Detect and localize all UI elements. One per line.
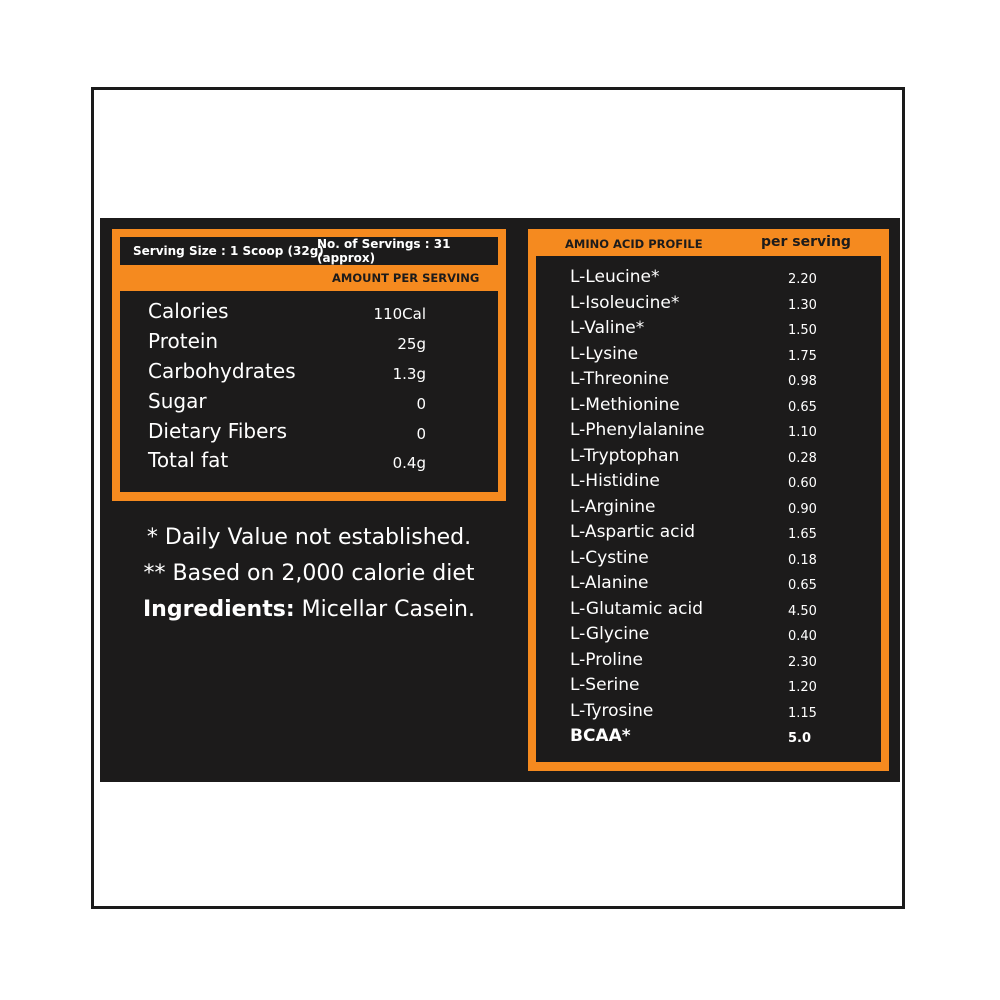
amount-per-serving-header: AMOUNT PER SERVING xyxy=(332,271,480,285)
amino-name: L-Tyrosine xyxy=(570,700,654,721)
amino-name: L-Glutamic acid xyxy=(570,598,703,619)
nutrient-name: Sugar xyxy=(148,389,207,413)
nutrition-row xyxy=(120,299,498,329)
amino-row xyxy=(536,573,881,598)
amino-name: L-Valine* xyxy=(570,318,645,338)
nutrient-value: 0 xyxy=(416,425,426,443)
serving-bar xyxy=(120,237,498,265)
amino-name: L-Lysine xyxy=(570,343,639,364)
nutrient-value: 25g xyxy=(397,335,426,353)
nutrient-name: Carbohydrates xyxy=(148,359,296,383)
amino-row xyxy=(536,726,881,751)
nutrition-row xyxy=(120,419,498,449)
amino-value: 0.60 xyxy=(788,476,817,491)
amino-value: 2.30 xyxy=(788,654,817,670)
amino-title: AMINO ACID PROFILE xyxy=(565,237,703,251)
amino-name: L-Alanine xyxy=(570,573,649,593)
amino-row xyxy=(536,548,881,573)
amino-name: L-Cystine xyxy=(570,547,649,568)
amino-header xyxy=(528,229,889,255)
amino-value: 1.10 xyxy=(788,425,817,440)
amino-row xyxy=(536,293,881,318)
ingredients-line xyxy=(112,592,506,628)
amino-row xyxy=(536,675,881,700)
amino-name: L-Glycine xyxy=(570,624,650,644)
amino-acid-box xyxy=(528,229,889,771)
amino-value: 1.65 xyxy=(788,527,817,542)
amino-row xyxy=(536,497,881,522)
amino-value: 0.65 xyxy=(788,399,817,415)
amino-row xyxy=(536,318,881,343)
amino-row xyxy=(536,522,881,547)
number-of-servings: No. of Servings : 31 (approx) xyxy=(317,237,451,265)
nutrition-table xyxy=(120,291,498,492)
serving-size: Serving Size : 1 Scoop (32g) xyxy=(133,244,324,258)
nutrition-row xyxy=(120,359,498,389)
amino-value: 0.90 xyxy=(788,501,817,517)
amino-value: 0.18 xyxy=(788,552,817,568)
amino-value: 1.50 xyxy=(788,323,817,338)
amino-table xyxy=(536,256,881,762)
ingredients-label: Ingredients: xyxy=(142,597,295,622)
nutrient-value: 0.4g xyxy=(392,454,426,472)
amino-value: 1.30 xyxy=(788,297,817,313)
amino-value: 4.50 xyxy=(788,603,817,619)
amino-name: L-Threonine xyxy=(570,369,670,389)
amino-name: L-Phenylalanine xyxy=(570,420,705,440)
nutrition-row xyxy=(120,448,498,478)
amino-row xyxy=(536,344,881,369)
nutrient-value: 0 xyxy=(416,395,426,413)
amino-value: 0.40 xyxy=(788,629,817,644)
amino-value: 1.20 xyxy=(788,680,817,695)
per-serving-header: per serving xyxy=(761,234,851,250)
nutrient-name: Dietary Fibers xyxy=(148,419,288,443)
nutrient-value: 1.3g xyxy=(392,365,426,383)
daily-value-note: * Daily Value not established. xyxy=(146,525,472,550)
amino-name: BCAA* xyxy=(570,726,631,746)
amino-row xyxy=(536,267,881,292)
amino-name: L-Tryptophan xyxy=(570,445,680,466)
amino-row xyxy=(536,624,881,649)
nutrient-name: Calories xyxy=(148,299,229,323)
amino-name: L-Arginine xyxy=(570,496,656,517)
nutrient-name: Protein xyxy=(148,329,219,353)
nutrition-box xyxy=(112,229,506,501)
amino-row xyxy=(536,599,881,624)
amino-name: L-Histidine xyxy=(570,471,660,491)
nutrition-row xyxy=(120,329,498,359)
amino-name: L-Methionine xyxy=(570,394,680,415)
amino-value: 0.98 xyxy=(788,374,817,389)
notes-block xyxy=(112,520,506,628)
amino-row xyxy=(536,446,881,471)
nutrient-value: 110Cal xyxy=(373,305,426,323)
amino-value: 2.20 xyxy=(788,272,817,287)
amino-row xyxy=(536,420,881,445)
ingredients-value: Micellar Casein. xyxy=(294,597,475,622)
amino-value: 1.75 xyxy=(788,348,817,364)
amino-row xyxy=(536,395,881,420)
amino-row xyxy=(536,650,881,675)
amino-value: 0.65 xyxy=(788,578,817,593)
amino-name: L-Proline xyxy=(570,649,643,670)
amino-value: 5.0 xyxy=(788,731,812,746)
amino-name: L-Aspartic acid xyxy=(570,522,696,542)
nutrient-name: Total fat xyxy=(148,448,229,472)
nutrition-row xyxy=(120,389,498,419)
calorie-diet-note: ** Based on 2,000 calorie diet xyxy=(143,561,475,586)
amino-name: L-Serine xyxy=(570,675,640,695)
amino-row xyxy=(536,701,881,726)
amino-value: 0.28 xyxy=(788,450,817,466)
amino-row xyxy=(536,369,881,394)
amino-name: L-Leucine* xyxy=(570,267,660,287)
amino-value: 1.15 xyxy=(788,705,817,721)
amino-row xyxy=(536,471,881,496)
amino-name: L-Isoleucine* xyxy=(570,292,680,313)
